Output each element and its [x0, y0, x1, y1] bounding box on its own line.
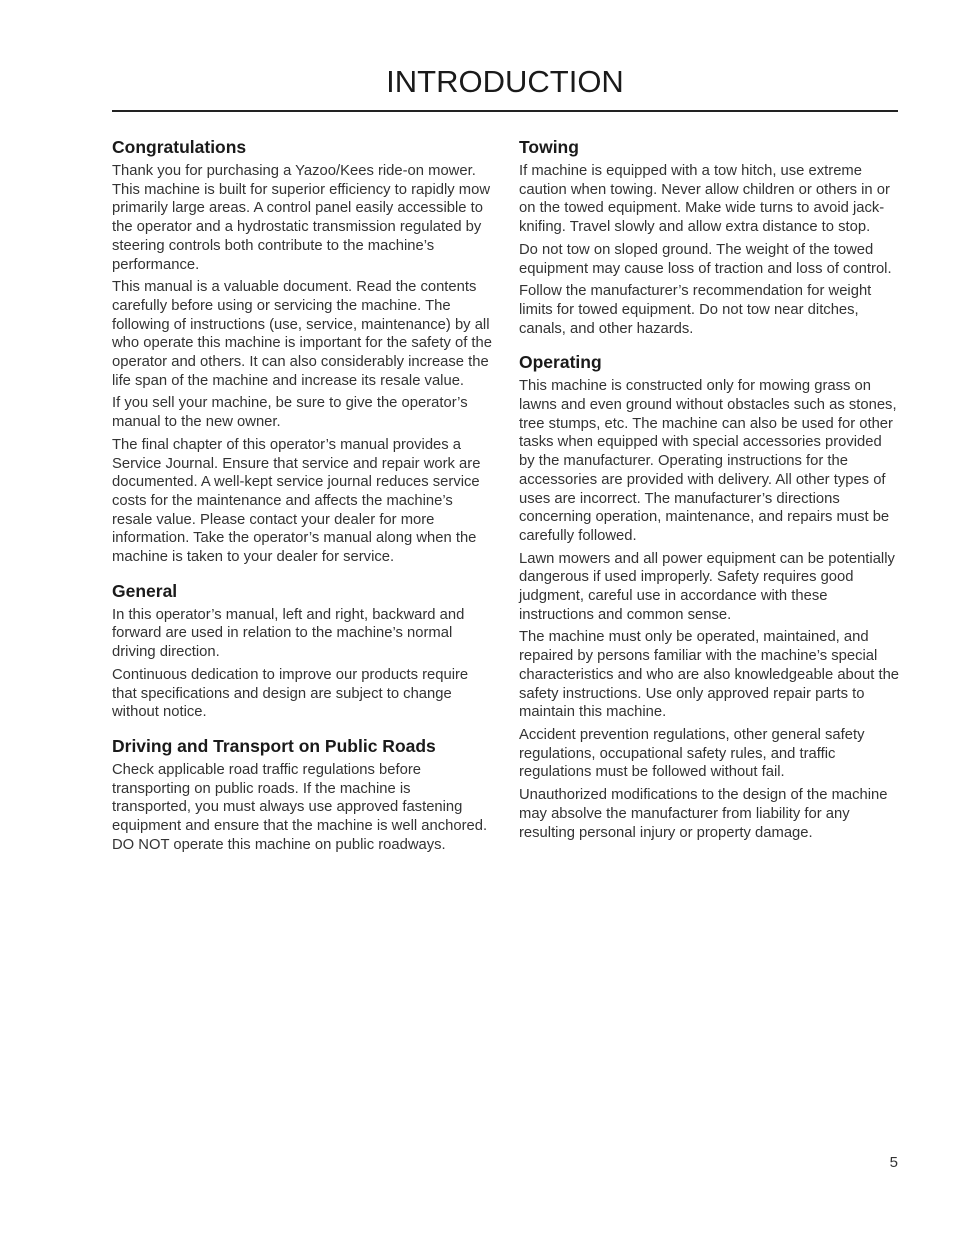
left-column [112, 136, 492, 868]
section-heading: Operating [519, 352, 602, 373]
page-title: INTRODUCTION [386, 64, 624, 99]
paragraph: In this operator’s manual, left and right, backward and forward are used in relation to the machine’s normal driving direction. [112, 606, 465, 661]
section-heading: Congratulations [112, 137, 247, 157]
section-heading: General [112, 580, 178, 601]
paragraph: This machine is constructed only for mowing grass on lawns and even ground without obstacles such as stones, tree stumps, etc. The machine can also be used for other tasks when equipped with special accessories provided by the manufacturer. Operating instructions for the accessories are provided with delivery. All other types of uses are incorrect. The manufacturer’s directions concerning operation, maintenance, and repairs must be carefully followed. [519, 378, 897, 544]
paragraph: Continuous dedication to improve our products require that specifications and design are subject to change without notice. [112, 666, 469, 721]
section-driving-transport [112, 735, 492, 855]
section-heading: Driving and Transport on Public Roads [112, 735, 436, 756]
paragraph: Do not tow on sloped ground. The weight of the towed equipment may cause loss of traction and loss of control. [519, 241, 892, 277]
paragraph: This manual is a valuable document. Read the contents carefully before using or servicing the machine. The following of instructions (use, service, maintenance) by all who operate this machine is important for the safety of the operator and others. It can also considerably increase the life span of the machine and increase its resale value. [112, 279, 492, 389]
paragraph: Thank you for purchasing a Yazoo/Kees ride-on mower. This machine is built for superior efficiency to rapidly mow primarily large areas. A control panel easily accessible to the operator and a hydrostatic transmission regulated by steering controls both contribute to the machine’s performance. [112, 163, 491, 273]
section-operating [519, 351, 901, 842]
title-divider [112, 110, 898, 112]
paragraph: Lawn mowers and all power equipment can be potentially dangerous if used improperly. Safety requires good judgment, careful use in accordance with these instructions and common sense. [519, 550, 895, 623]
section-heading: Towing [519, 137, 579, 157]
section-general [112, 580, 492, 722]
paragraph: Check applicable road traffic regulations before transporting on public roads. If the machine is transported, you must always use approved fastening equipment and ensure that the machine is well anchored. DO NOT operate this machine on public roadways. [112, 761, 488, 853]
page-number: 5 [889, 1154, 898, 1171]
paragraph: Follow the manufacturer’s recommendation for weight limits for towed equipment. Do not tow near ditches, canals, and other hazards. [519, 283, 872, 337]
section-congratulations [112, 136, 492, 567]
section-towing [519, 136, 901, 338]
paragraph: If machine is equipped with a tow hitch, use extreme caution when towing. Never allow children or others in or on the towed equipment. Make wide turns to avoid jack-knifing. Travel slowly and allow extra distance to stop. [519, 163, 890, 236]
paragraph: Accident prevention regulations, other general safety regulations, occupational safety rules, and traffic regulations must be followed without fail. [519, 726, 865, 781]
paragraph: Unauthorized modifications to the design of the machine may absolve the manufacturer from liability for any resulting personal injury or property damage. [519, 787, 888, 841]
paragraph: The machine must only be operated, maintained, and repaired by persons familiar with the machine’s special characteristics and who are also knowledgeable about the safety instructions. Use only approved repair parts to maintain this machine. [519, 629, 900, 721]
paragraph: The final chapter of this operator’s manual provides a Service Journal. Ensure that service and repair work are documented. A well-kept service journal reduces service costs for the maintenance and affects the machine’s resale value. Please contact your dealer for more information. Take the operator’s manual along when the machine is taken to your dealer for service. [112, 436, 481, 566]
paragraph: If you sell your machine, be sure to give the operator’s manual to the new owner. [112, 395, 468, 431]
right-column [519, 136, 901, 855]
